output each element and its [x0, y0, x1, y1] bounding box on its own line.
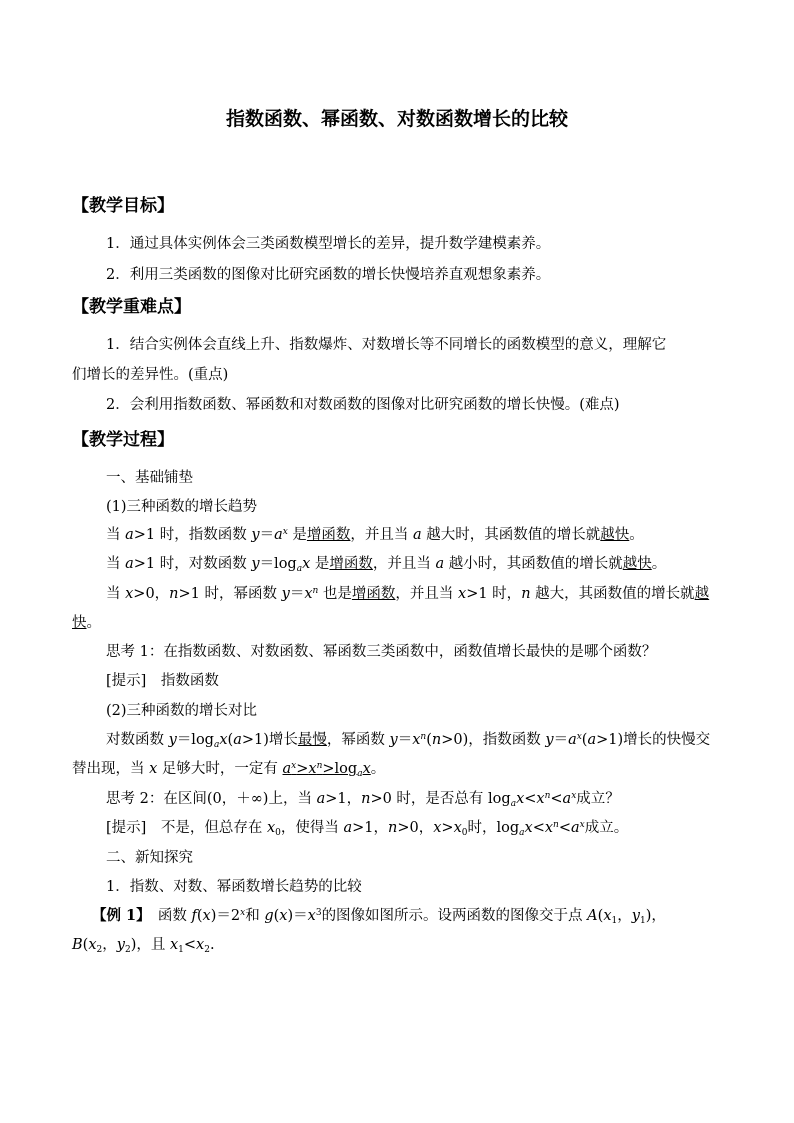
section-1a-title: (1)三种函数的增长趋势 [106, 499, 258, 515]
comparison-line-cont: 替出现，当 x 足够大时，一定有 $a^x>x^n>\log_ax$。 [72, 761, 386, 779]
heading-process: 【教学过程】 [72, 430, 174, 450]
power-function-line-cont: 快。 [72, 615, 101, 631]
page-title: 指数函数、幂函数、对数函数增长的比较 [225, 108, 568, 130]
think-2: 思考 2：在区间(0，＋∞)上，当 a>1，n>0 时，是否总有 $\log_ax<x^n<a^x$成立？ [106, 791, 620, 809]
keypoint-2: 2．会利用指数函数、幂函数和对数函数的图像对比研究函数的增长快慢。(难点) [106, 397, 620, 413]
example-1: 【例 1】 函数 $f(x)=2^x$和 $g(x)=x^3$的图像如图所示。设两函数的图像交于点 $A(x_1$，$y_1$)， [92, 907, 666, 926]
section-1b-title: (2)三种函数的增长对比 [106, 703, 258, 719]
keypoint-1: 1．结合实例体会直线上升、指数爆炸、对数增长等不同增长的函数模型的意义，理解它 [106, 337, 667, 353]
objective-2: 2．利用三类函数的图像对比研究函数的增长快慢培养直观想象素养。 [106, 267, 551, 283]
hint-2: [提示] 不是，但总存在 $x_0$，使得当 a>1，n>0，$x>x_0$时，$\log_ax<x^n<a^x$成立。 [106, 820, 629, 838]
log-function-line: 当 a>1 时，对数函数 $y=\log_ax$ 是增函数，并且当 a 越小时，其函数值的增长就越快。 [106, 556, 667, 574]
heading-objectives: 【教学目标】 [72, 196, 174, 216]
keypoint-1-cont: 们增长的差异性。(重点) [72, 367, 229, 383]
power-function-line: 当 x>0，n>1 时，幂函数 $y=x^n$ 也是增函数，并且当 x>1 时，n 越大，其函数值的增长就越 [106, 586, 710, 602]
section-2-title: 二、新知探究 [106, 850, 193, 866]
section-2a-title: 1．指数、对数、幂函数增长趋势的比较 [106, 879, 362, 895]
example-1-cont: $B(x_2$，$y_2$)，且 $x_1<x_2$. [72, 937, 215, 955]
think-1: 思考 1：在指数函数、对数函数、幂函数三类函数中，函数值增长最快的是哪个函数？ [106, 644, 657, 660]
comparison-line: 对数函数 $y=\log_ax(a>1)$增长最慢，幂函数 $y=x^n(n>0)$，指数函数 $y=a^x(a>1)$增长的快慢交 [106, 732, 711, 750]
section-1-title: 一、基础铺垫 [106, 470, 193, 486]
heading-keypoints: 【教学重难点】 [72, 297, 191, 317]
objective-1: 1．通过具体实例体会三类函数模型增长的差异，提升数学建模素养。 [106, 236, 551, 252]
hint-1: [提示] 指数函数 [106, 673, 219, 689]
exp-function-line: 当 a>1 时，指数函数 $y=a^x$ 是增函数，并且当 a 越大时，其函数值的增长就越快。 [106, 527, 644, 543]
